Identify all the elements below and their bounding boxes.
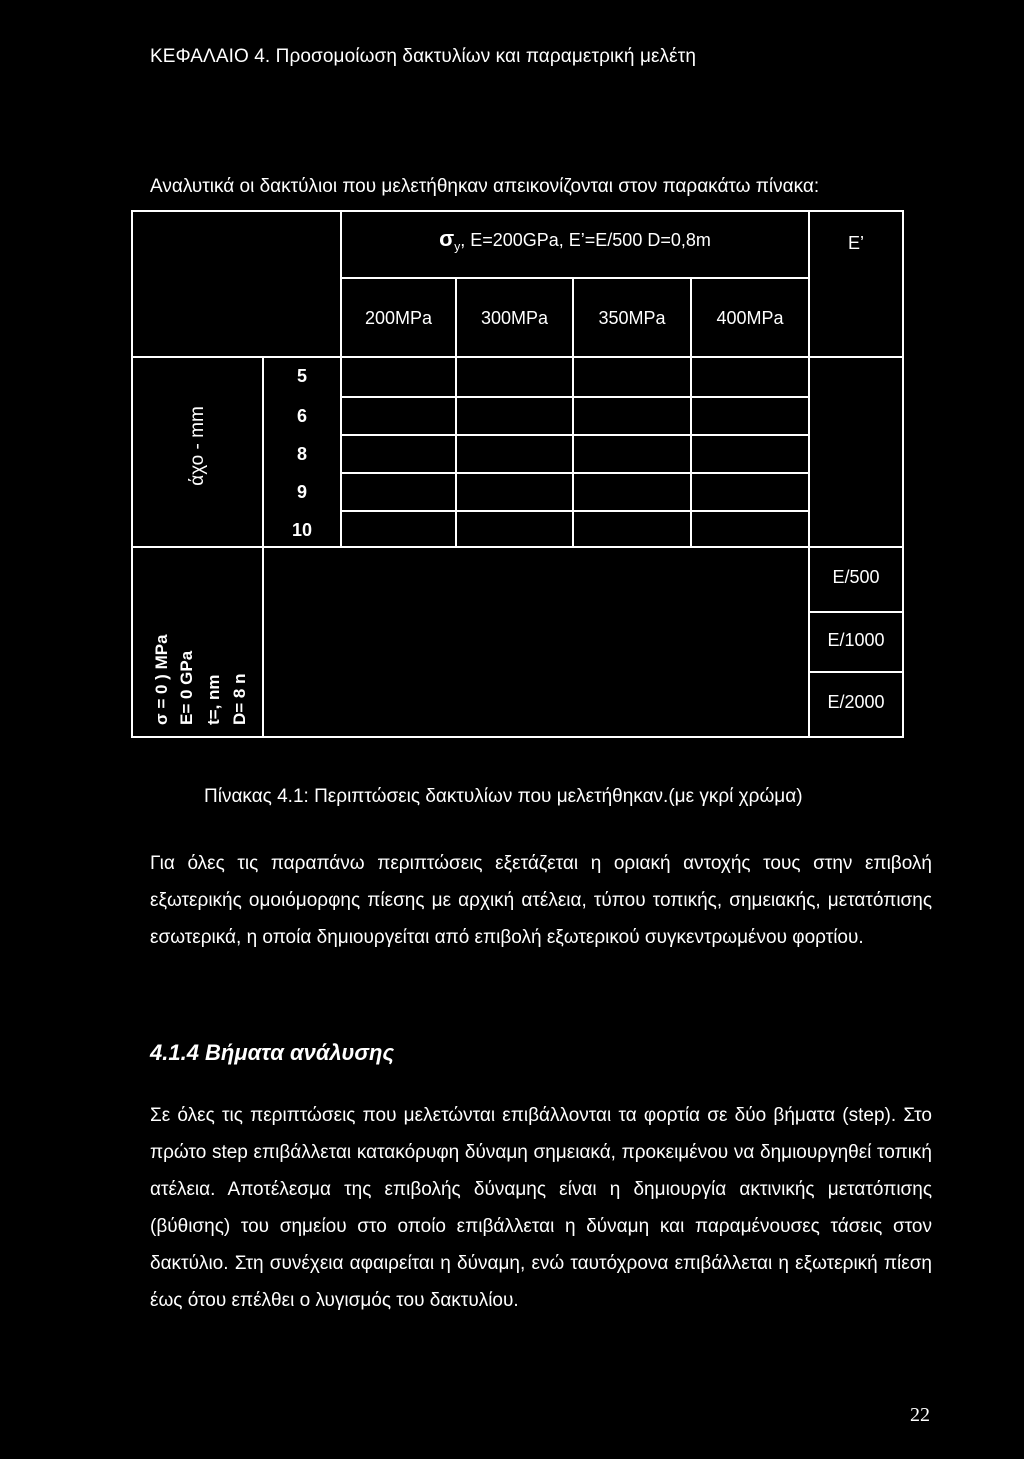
table-border-bottom bbox=[131, 736, 904, 738]
chapter-header: ΚΕΦΑΛΑΙΟ 4. Προσομοίωση δακτυλίων και παραμετρική μελέτη bbox=[150, 46, 697, 67]
thickness-row-5: 5 bbox=[296, 366, 307, 386]
param-d: D= 8 n bbox=[230, 673, 249, 725]
col-350mpa: 350MPa bbox=[598, 308, 666, 328]
table-border-top bbox=[131, 210, 904, 212]
paragraph-1-text: Για όλες τις παραπάνω περιπτώσεις εξετάζεται η οριακή αντοχής τους στην επιβολή εξωτερικής ομοιόμορφης πίεσης με αρχική ατέλεια, τύπου τοπικής, σημειακής, μετατόπισης εσωτερικά, η οποία δημιουργείται από επιβολή εξωτερικού συγκεντρωμένου φορτίου. bbox=[150, 853, 932, 948]
col-300mpa: 300MPa bbox=[480, 308, 549, 328]
paragraph-1 bbox=[150, 845, 932, 956]
param-t: t=, nm bbox=[204, 674, 223, 725]
thickness-row-10: 10 bbox=[291, 520, 313, 540]
param-e: E= 0 GPa bbox=[177, 650, 196, 725]
sigma-symbol: σ bbox=[439, 226, 455, 251]
table-caption: Πίνακας 4.1: Περιπτώσεις δακτυλίων που μελετήθηκαν.(με γκρί χρώμα) bbox=[204, 786, 803, 807]
e-prime-row-1000: E/1000 bbox=[827, 630, 885, 650]
thickness-row-9: 9 bbox=[296, 482, 307, 502]
e-prime-row-2000: E/2000 bbox=[827, 692, 885, 712]
param-sigma: σ = 0 ) ΜPa bbox=[152, 634, 171, 725]
table-border-left bbox=[131, 210, 133, 738]
sigma-subscript: y bbox=[454, 239, 461, 254]
top-header bbox=[342, 226, 808, 254]
e-prime-row-500: E/500 bbox=[832, 567, 880, 587]
thickness-label: άχο - mm bbox=[187, 406, 208, 486]
paragraph-2-text: Σε όλες τις περιπτώσεις που μελετώνται επιβάλλονται τα φορτία σε δύο βήματα (step). Στο πρώτο step επιβάλλεται κατακόρυφη δύναμη σημειακά, προκειμένου να δημιουργηθεί τοπική ατέλεια. Αποτέλεσμα της επιβολής δύναμης είναι η δημιουργία ακτινικής μετατόπισης (βύθισης) του σημείου στο οποίο επιβάλλεται η δύναμη και παραμένουσες τάσεις στον δακτύλιο. Στη συνέχεια αφαιρείται η δύναμη, ενώ ταυτόχρονα επιβάλλεται η εξωτερική πίεση έως ότου επέλθει ο λυγισμός του δακτυλίου. bbox=[150, 1105, 932, 1311]
thickness-row-6: 6 bbox=[296, 406, 307, 426]
col-200mpa: 200MPa bbox=[364, 308, 433, 328]
intro-text: Αναλυτικά οι δακτύλιοι που μελετήθηκαν απεικονίζονται στον παρακάτω πίνακα: bbox=[150, 176, 820, 197]
col-400mpa: 400MPa bbox=[716, 308, 784, 328]
section-title: 4.1.4 Βήματα ανάλυσης bbox=[150, 1040, 395, 1065]
e-prime-header: E’ bbox=[847, 233, 864, 253]
table-border-right bbox=[902, 210, 904, 738]
paragraph-2 bbox=[150, 1097, 932, 1319]
top-header-text: , E=200GPa, E’=E/500 D=0,8m bbox=[460, 230, 711, 250]
page-number: 22 bbox=[910, 1404, 930, 1426]
thickness-row-8: 8 bbox=[296, 444, 307, 464]
